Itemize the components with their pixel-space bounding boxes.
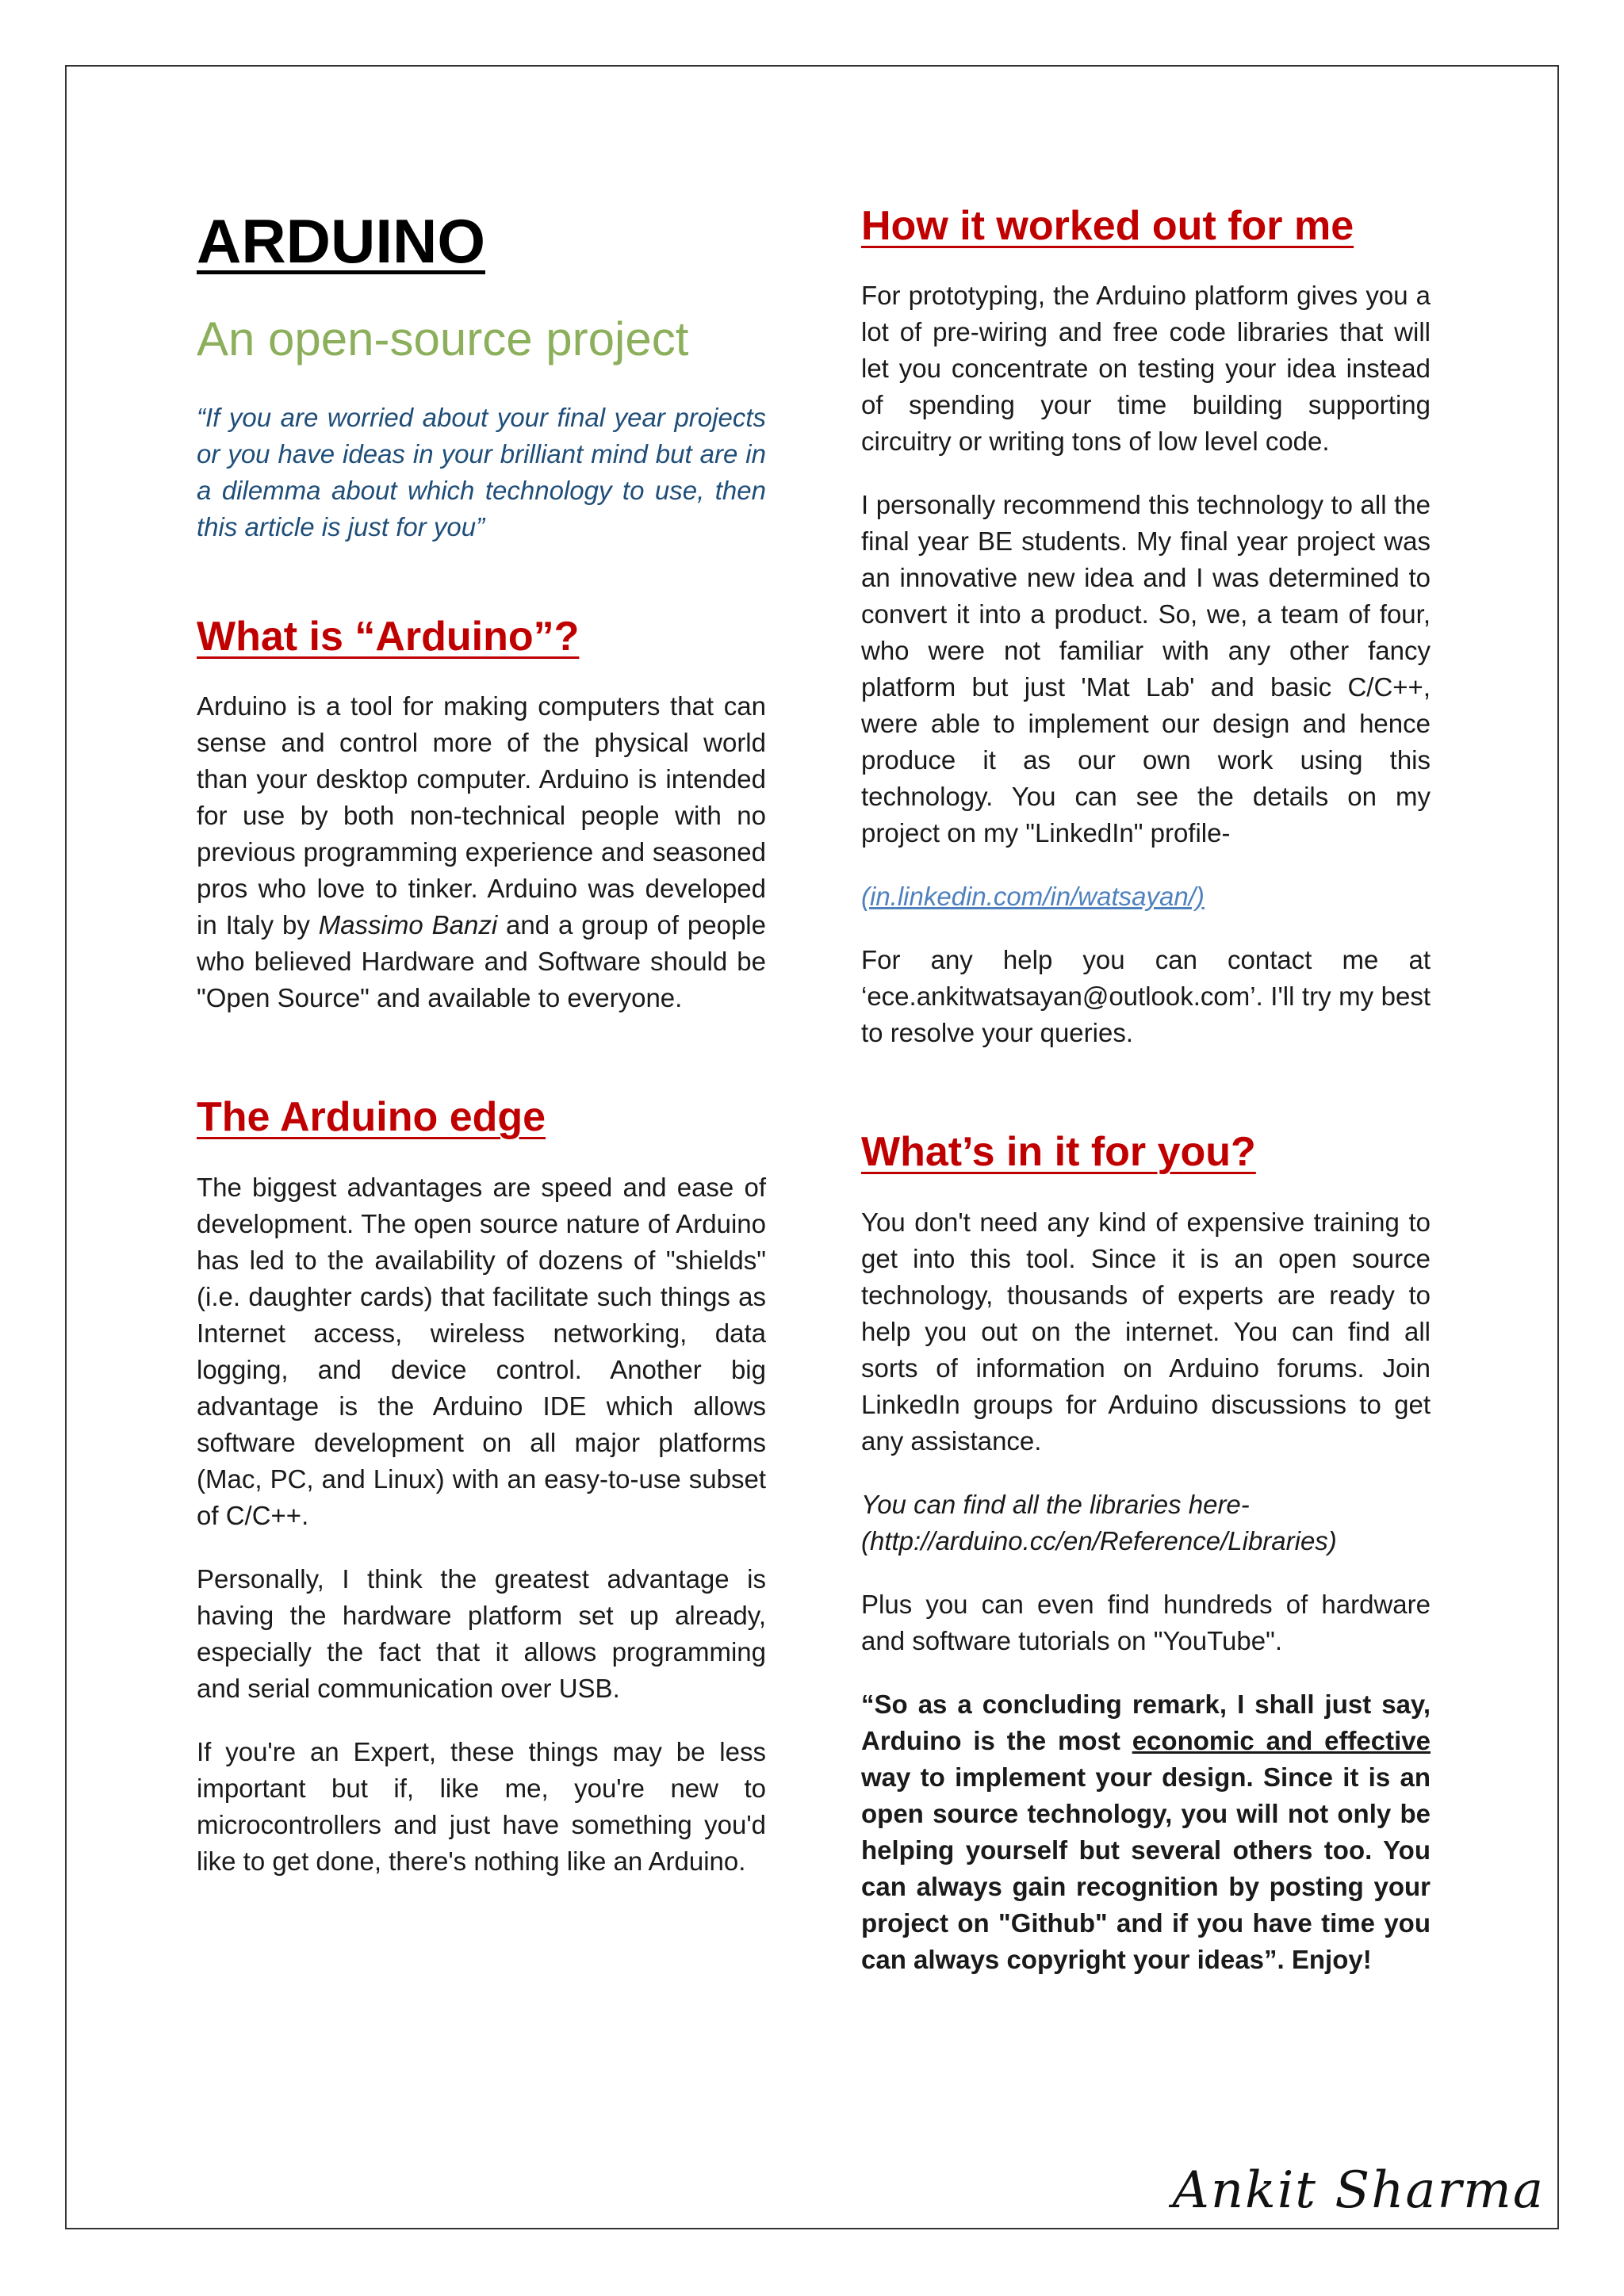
linkedin-link[interactable]: (in.linkedin.com/in/watsayan/) [861,882,1205,912]
libraries-line-2: (http://arduino.cc/en/Reference/Libraries) [861,1525,1337,1556]
paragraph-edge-2: Personally, I think the greatest advantage is having the hardware platform set up already, especially the fact that it allows programming and serial communication over USB. [197,1563,766,1703]
inventor-name: Massimo Banzi [318,910,498,940]
page-title: ARDUINO [197,206,485,276]
paragraph-how-1: For prototyping, the Arduino platform gives you a lot of pre-wiring and free code libraries that will let you concentrate on testing your idea instead of spending your time building supporting circuitry or writing tons of low level code. [861,281,1431,457]
paragraph-edge-1: The biggest advantages are speed and ease of development. The open source nature of Arduino has led to the availability of dozens of "shields" (i.e. daughter cards) that facilitate such things as Internet access, wireless networking, data logging, and device control. Another big advantage is the Arduino IDE which allows software development on all major platforms (Mac, PC, and Linux) with an easy-to-use subset of C/C++. [197,1172,766,1530]
page-subtitle: An open-source project [197,312,689,365]
intro-quote: “If you are worried about your final year projects or you have ideas in your brilliant mind but are in a dilemma about which technology to use, then this article is just for you” [197,402,766,541]
paragraph-how-2: I personally recommend this technology to all the final year BE students. My final year project was an innovative new idea and I was determined to convert it into a product. So, we, a team of four, who were not familiar with any other fancy platform but just 'Mat Lab' and basic C/C++, were able to implement our design and hence produce it as our own work using this technology. You can see the details on my project on my "LinkedIn" profile- [861,490,1431,848]
heading-whats-in-it: What’s in it for you? [861,1129,1256,1176]
left-column [197,189,766,1880]
paragraph-for-you-2: Plus you can even find hundreds of hardware and software tutorials on "YouTube". [861,1589,1431,1655]
right-column [861,189,1431,1978]
heading-how-it-worked: How it worked out for me [861,203,1354,249]
heading-what-is-arduino: What is “Arduino”? [197,613,580,660]
libraries-line-1: You can find all the libraries here- [861,1489,1250,1519]
heading-arduino-edge: The Arduino edge [197,1094,546,1141]
conclusion-text: “So as a concluding remark, I shall just say, Arduino is the most [861,1689,1431,1755]
paragraph-what-is-arduino [197,688,766,1016]
author-signature: Ankit Sharma [1172,2161,1545,2220]
paragraph-text: and a group of people who believed Hardware and Software should be "Open Source" and available to everyone. [197,910,766,1013]
paragraph-for-you-1: You don't need any kind of expensive training to get into this tool. Since it is an open source technology, thousands of experts are ready to help you out on the internet. You can find all sorts of information on Arduino forums. Join LinkedIn groups for Arduino discussions to get any assistance. [861,1207,1431,1456]
paragraph-how-3: For any help you can contact me at ‘ece.ankitwatsayan@outlook.com’. I'll try my best to resolve your queries. [861,945,1431,1048]
conclusion-paragraph [861,1686,1431,1978]
paragraph-edge-3: If you're an Expert, these things may be less important but if, like me, you're new to microcontrollers and just have something you'd like to get done, there's nothing like an Arduino. [197,1736,766,1876]
paragraph-text: Arduino is a tool for making computers that can sense and control more of the physical world than your desktop computer. Arduino is intended for use by both non-technical people with no previous programming experience and seasoned pros who love to tinker. Arduino was developed in Italy by [197,691,766,940]
conclusion-emphasis: economic and effective [1132,1725,1431,1755]
libraries-paragraph [861,1487,1431,1559]
linkedin-link-paragraph [861,878,1431,915]
conclusion-text: way to implement your design. Since it is an open source technology, you will not only be helping yourself but several others too. You can always gain recognition by posting your project on "Github" and if you have time you can always copyright your ideas”. Enjoy! [861,1762,1431,1974]
